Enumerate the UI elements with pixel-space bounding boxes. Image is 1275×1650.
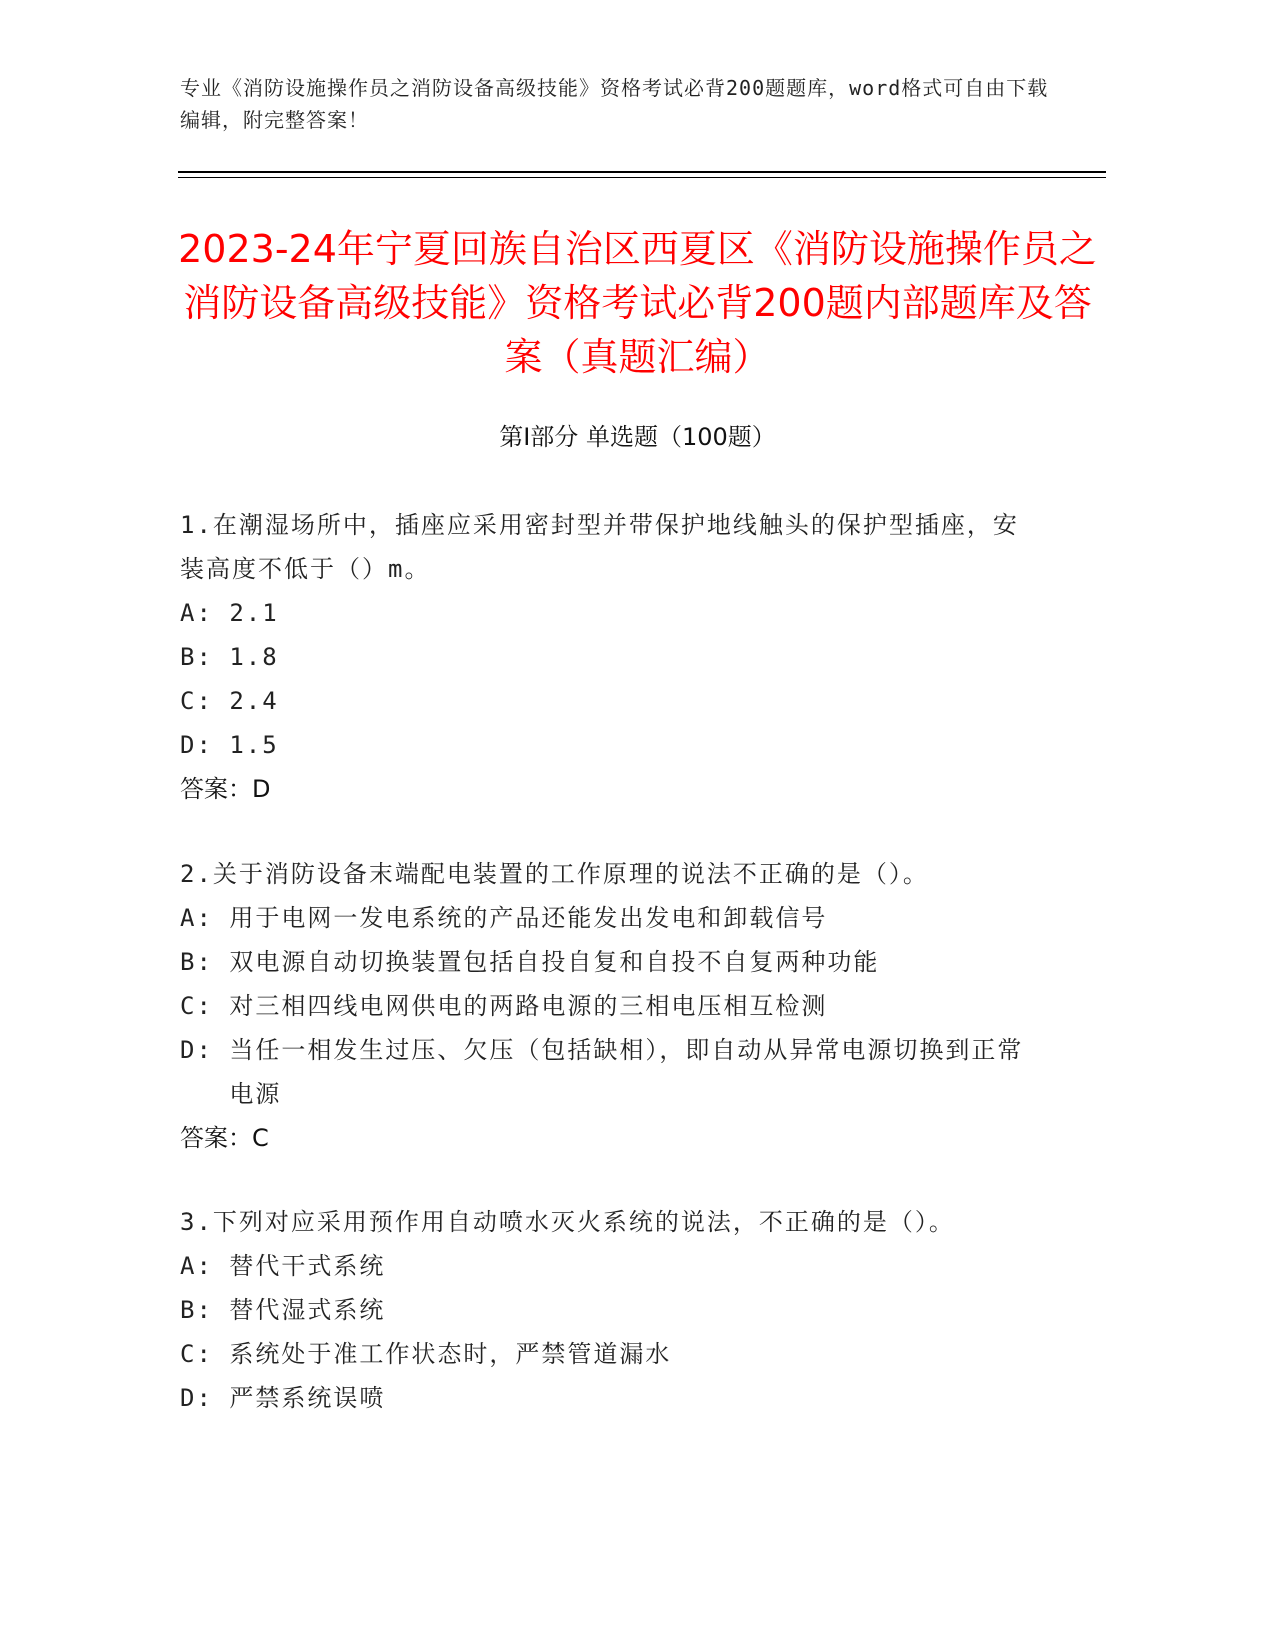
option-letter: C:: [180, 687, 230, 715]
option-letter: A:: [180, 599, 230, 627]
option-letter: B:: [180, 948, 230, 976]
option-d: [180, 1028, 1040, 1116]
header-rule-thick: [178, 171, 1106, 173]
option-text: 当任一相发生过压、欠压（包括缺相），即自动从异常电源切换到正常电源: [229, 1036, 1024, 1108]
option-c: [180, 984, 1040, 1028]
option-letter: D:: [180, 1384, 230, 1412]
option-a: [180, 591, 1040, 635]
question-stem: 2.关于消防设备末端配电装置的工作原理的说法不正确的是（）。: [180, 860, 929, 888]
question-stem: 1.在潮湿场所中，插座应采用密封型并带保护地线触头的保护型插座，安装高度不低于（）m。: [180, 511, 1019, 583]
option-a: [180, 896, 1040, 940]
option-letter: C:: [180, 1340, 230, 1368]
option-letter: B:: [180, 643, 230, 671]
option-text: 2.1: [229, 599, 279, 627]
document-title: 2023-24年宁夏回族自治区西夏区《消防设施操作员之消防设备高级技能》资格考试必背200题内部题库及答案（真题汇编）: [178, 227, 1097, 379]
option-text: 1.8: [229, 643, 279, 671]
option-text: 替代湿式系统: [229, 1296, 386, 1324]
question-stem: 3.下列对应采用预作用自动喷水灭火系统的说法，不正确的是（）。: [180, 1208, 955, 1236]
option-text: 对三相四线电网供电的两路电源的三相电压相互检测: [229, 992, 828, 1020]
option-text: 2.4: [229, 687, 279, 715]
option-text: 系统处于准工作状态时，严禁管道漏水: [229, 1340, 672, 1368]
option-letter: A:: [180, 904, 230, 932]
option-b: [180, 940, 1040, 984]
option-letter: D:: [180, 1036, 230, 1064]
section-heading: 第Ⅰ部分 单选题（100题）: [499, 423, 776, 451]
option-a: [180, 1244, 1040, 1288]
option-d: [180, 723, 1040, 767]
option-text: 1.5: [229, 731, 279, 759]
answer: 答案：D: [180, 775, 271, 803]
option-text: 双电源自动切换装置包括自投自复和自投不自复两种功能: [229, 948, 880, 976]
answer: 答案：C: [180, 1124, 269, 1152]
question-3: [180, 1200, 1040, 1420]
question-1: [180, 503, 1040, 811]
option-c: [180, 1332, 1040, 1376]
option-text: 严禁系统误喷: [229, 1384, 386, 1412]
header-note: 专业《消防设施操作员之消防设备高级技能》资格考试必背200题题库，word格式可自由下载编辑，附完整答案！: [180, 76, 1049, 132]
option-letter: C:: [180, 992, 230, 1020]
option-b: [180, 1288, 1040, 1332]
option-d: [180, 1376, 1040, 1420]
option-letter: B:: [180, 1296, 230, 1324]
option-text: 用于电网一发电系统的产品还能发出发电和卸载信号: [229, 904, 828, 932]
question-2: [180, 852, 1040, 1160]
option-b: [180, 635, 1040, 679]
option-c: [180, 679, 1040, 723]
option-letter: D:: [180, 731, 230, 759]
header-rule-thin: [178, 177, 1106, 178]
option-letter: A:: [180, 1252, 230, 1280]
option-text: 替代干式系统: [229, 1252, 386, 1280]
